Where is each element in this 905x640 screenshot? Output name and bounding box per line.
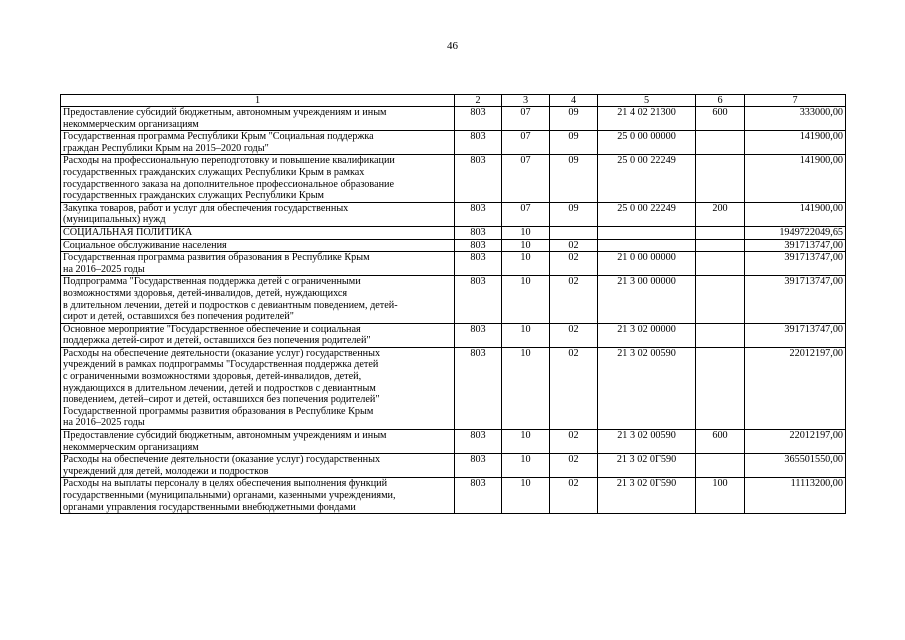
subsection-code-cell [550, 226, 598, 239]
target-article-cell [598, 226, 696, 239]
target-article-cell: 21 4 02 21300 [598, 107, 696, 131]
column-header: 3 [502, 95, 550, 107]
amount-cell: 11113200,00 [745, 478, 846, 514]
expense-name-cell: Расходы на выплаты персоналу в целях обеспечения выполнения функций государственными (муниципальными) органами, казенными учреждениями, органами управления государственными внебюджетными фондами [61, 478, 455, 514]
budget-table [60, 94, 846, 514]
subsection-code-cell: 09 [550, 131, 598, 155]
section-code-cell: 10 [502, 430, 550, 454]
table-row [61, 202, 846, 226]
subsection-code-cell: 09 [550, 202, 598, 226]
subsection-code-cell: 02 [550, 252, 598, 276]
department-code-cell: 803 [455, 347, 502, 429]
amount-cell: 365501550,00 [745, 454, 846, 478]
expense-type-cell: 600 [696, 107, 745, 131]
column-header: 7 [745, 95, 846, 107]
subsection-code-cell: 02 [550, 323, 598, 347]
section-code-cell: 10 [502, 252, 550, 276]
table-row [61, 276, 846, 323]
expense-type-cell [696, 131, 745, 155]
section-code-cell: 10 [502, 478, 550, 514]
table-row [61, 454, 846, 478]
expense-name-cell: Расходы на обеспечение деятельности (оказание услуг) государственных учреждений в рамках подпрограммы "Государственная поддержка детей с ограниченными возможностями здоровья, детей-инвалидов, детей, нуждающихся в длительном лечении, детей и подростков с девиантным поведением, детей–сирот и детей, оставшихся без попечения родителей" Государственной программы развития образования в Республике Крым на 2016–2025 годы [61, 347, 455, 429]
section-code-cell: 10 [502, 454, 550, 478]
expense-type-cell: 200 [696, 202, 745, 226]
table-row [61, 347, 846, 429]
amount-cell: 22012197,00 [745, 430, 846, 454]
amount-cell: 141900,00 [745, 131, 846, 155]
subsection-code-cell: 02 [550, 239, 598, 252]
target-article-cell [598, 239, 696, 252]
expense-type-cell [696, 252, 745, 276]
table-row [61, 239, 846, 252]
expense-type-cell [696, 323, 745, 347]
department-code-cell: 803 [455, 155, 502, 202]
expense-name-cell: Предоставление субсидий бюджетным, автономным учреждениям и иным некоммерческим организациям [61, 430, 455, 454]
column-header: 4 [550, 95, 598, 107]
target-article-cell: 21 0 00 00000 [598, 252, 696, 276]
expense-name-cell: Государственная программа Республики Крым "Социальная поддержка граждан Республики Крым на 2015–2020 годы" [61, 131, 455, 155]
amount-cell: 391713747,00 [745, 252, 846, 276]
section-code-cell: 07 [502, 131, 550, 155]
table-row [61, 107, 846, 131]
subsection-code-cell: 02 [550, 430, 598, 454]
table-row [61, 226, 846, 239]
target-article-cell: 21 3 02 0Г590 [598, 478, 696, 514]
amount-cell: 141900,00 [745, 202, 846, 226]
table-row [61, 155, 846, 202]
target-article-cell: 25 0 00 00000 [598, 131, 696, 155]
expense-type-cell [696, 276, 745, 323]
department-code-cell: 803 [455, 239, 502, 252]
target-article-cell: 25 0 00 22249 [598, 202, 696, 226]
amount-cell: 333000,00 [745, 107, 846, 131]
department-code-cell: 803 [455, 454, 502, 478]
section-code-cell: 07 [502, 155, 550, 202]
department-code-cell: 803 [455, 323, 502, 347]
page-number: 46 [447, 40, 458, 52]
expense-type-cell [696, 155, 745, 202]
table-row [61, 478, 846, 514]
section-code-cell: 07 [502, 202, 550, 226]
department-code-cell: 803 [455, 107, 502, 131]
section-code-cell: 07 [502, 107, 550, 131]
department-code-cell: 803 [455, 202, 502, 226]
table-header-row [61, 95, 846, 107]
table-row [61, 131, 846, 155]
expense-name-cell: Подпрограмма "Государственная поддержка детей с ограниченными возможностями здоровья, детей-инвалидов, детей, нуждающихся в длительном лечении, детей и подростков с девиантным поведением, детей- сирот и детей, оставшихся без попечения родителей" [61, 276, 455, 323]
subsection-code-cell: 02 [550, 454, 598, 478]
expense-type-cell: 600 [696, 430, 745, 454]
subsection-code-cell: 09 [550, 155, 598, 202]
expense-type-cell [696, 454, 745, 478]
department-code-cell: 803 [455, 478, 502, 514]
target-article-cell: 21 3 02 00590 [598, 347, 696, 429]
expense-name-cell: Государственная программа развития образования в Республике Крым на 2016–2025 годы [61, 252, 455, 276]
column-header: 1 [61, 95, 455, 107]
amount-cell: 391713747,00 [745, 239, 846, 252]
table-row [61, 323, 846, 347]
expense-name-cell: Предоставление субсидий бюджетным, автономным учреждениям и иным некоммерческим организациям [61, 107, 455, 131]
expense-name-cell: Основное мероприятие "Государственное обеспечение и социальная поддержка детей-сирот и детей, оставшихся без попечения родителей" [61, 323, 455, 347]
table-row [61, 430, 846, 454]
subsection-code-cell: 02 [550, 347, 598, 429]
section-code-cell: 10 [502, 239, 550, 252]
expense-name-cell: Расходы на обеспечение деятельности (оказание услуг) государственных учреждений для детей, молодежи и подростков [61, 454, 455, 478]
expense-name-cell: Расходы на профессиональную переподготовку и повышение квалификации государственных гражданских служащих Республики Крым в рамках государственного заказа на дополнительное профессиональное образование государственных гражданских служащих Республики Крым [61, 155, 455, 202]
expense-type-cell: 100 [696, 478, 745, 514]
amount-cell: 1949722049,65 [745, 226, 846, 239]
expense-type-cell [696, 226, 745, 239]
expense-name-cell: СОЦИАЛЬНАЯ ПОЛИТИКА [61, 226, 455, 239]
column-header: 2 [455, 95, 502, 107]
amount-cell: 141900,00 [745, 155, 846, 202]
expense-type-cell [696, 347, 745, 429]
column-header: 6 [696, 95, 745, 107]
subsection-code-cell: 02 [550, 276, 598, 323]
section-code-cell: 10 [502, 347, 550, 429]
target-article-cell: 25 0 00 22249 [598, 155, 696, 202]
target-article-cell: 21 3 02 00590 [598, 430, 696, 454]
department-code-cell: 803 [455, 131, 502, 155]
section-code-cell: 10 [502, 226, 550, 239]
expense-type-cell [696, 239, 745, 252]
department-code-cell: 803 [455, 430, 502, 454]
target-article-cell: 21 3 02 0Г590 [598, 454, 696, 478]
expense-name-cell: Закупка товаров, работ и услуг для обеспечения государственных (муниципальных) нужд [61, 202, 455, 226]
expense-name-cell: Социальное обслуживание населения [61, 239, 455, 252]
section-code-cell: 10 [502, 323, 550, 347]
column-header: 5 [598, 95, 696, 107]
amount-cell: 391713747,00 [745, 276, 846, 323]
table-row [61, 252, 846, 276]
department-code-cell: 803 [455, 226, 502, 239]
amount-cell: 391713747,00 [745, 323, 846, 347]
amount-cell: 22012197,00 [745, 347, 846, 429]
department-code-cell: 803 [455, 252, 502, 276]
subsection-code-cell: 02 [550, 478, 598, 514]
target-article-cell: 21 3 02 00000 [598, 323, 696, 347]
target-article-cell: 21 3 00 00000 [598, 276, 696, 323]
subsection-code-cell: 09 [550, 107, 598, 131]
section-code-cell: 10 [502, 276, 550, 323]
department-code-cell: 803 [455, 276, 502, 323]
